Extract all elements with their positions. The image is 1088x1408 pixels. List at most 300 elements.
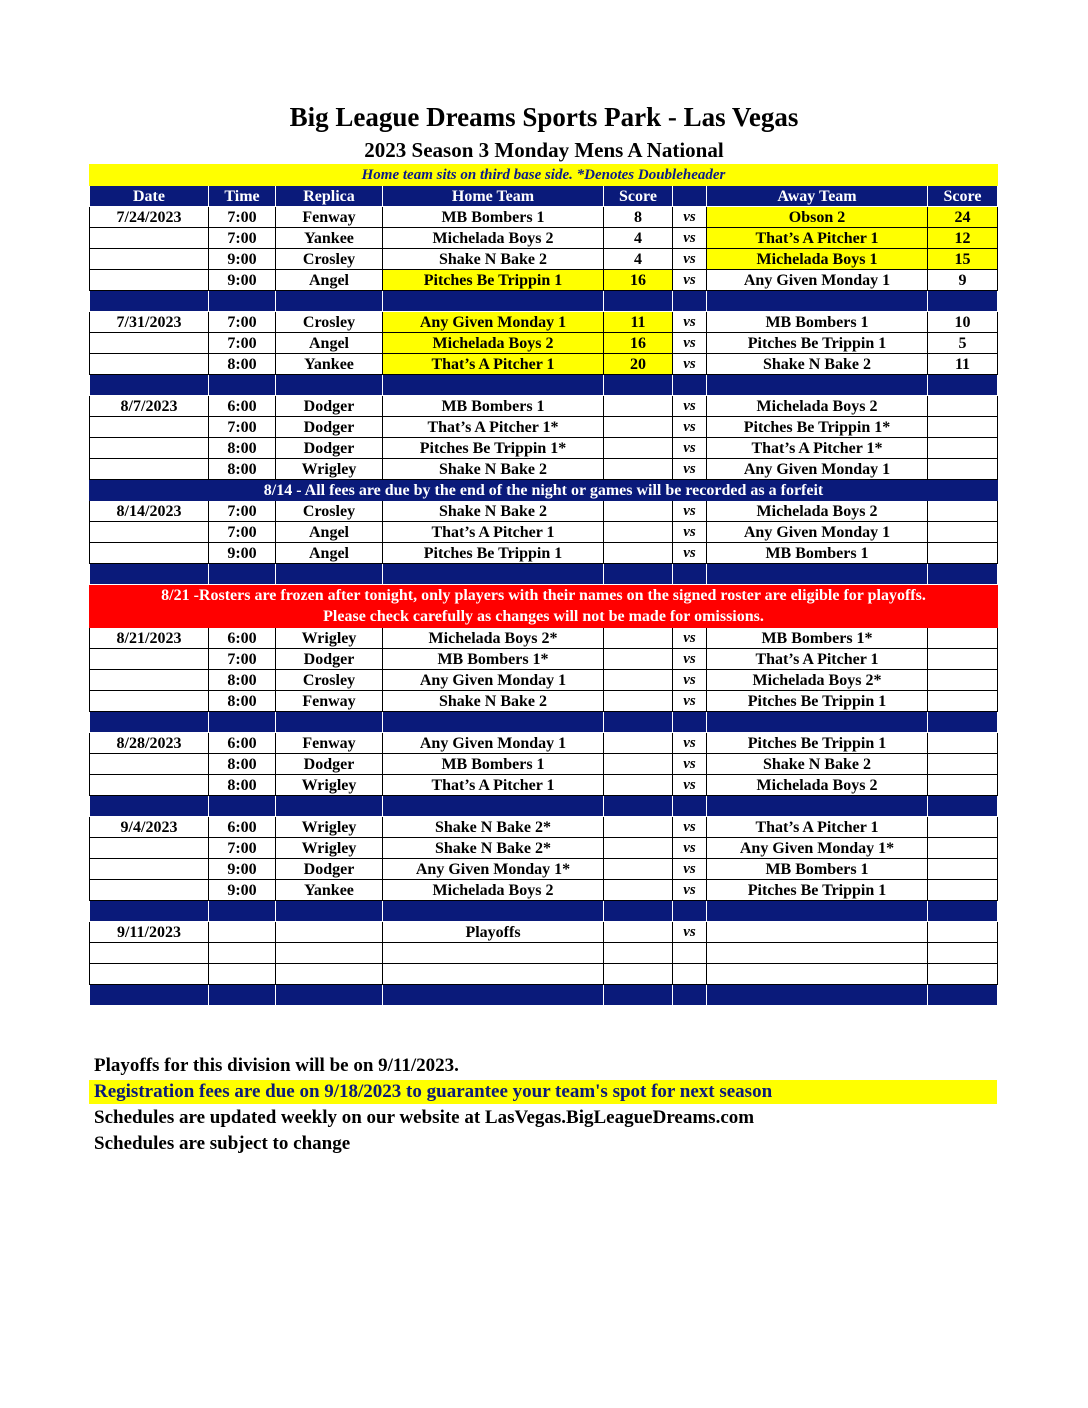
separator-cell	[673, 291, 707, 312]
separator-cell	[604, 375, 673, 396]
doubleheader-note: Home team sits on third base side. *Denotes Doubleheader	[90, 165, 998, 186]
separator-cell	[276, 796, 383, 817]
home-score: 20	[604, 354, 673, 375]
away-team: MB Bombers 1	[707, 543, 928, 564]
separator-cell	[673, 796, 707, 817]
vs-label: vs	[673, 543, 707, 564]
game-replica-field: Fenway	[276, 207, 383, 228]
separator-cell	[383, 985, 604, 1006]
separator-cell	[276, 985, 383, 1006]
vs-label: vs	[673, 522, 707, 543]
game-date: 8/28/2023	[90, 733, 209, 754]
home-score	[604, 396, 673, 417]
week-separator-row	[90, 901, 998, 922]
home-team: Michelada Boys 2*	[383, 628, 604, 649]
game-replica-field: Yankee	[276, 880, 383, 901]
game-time: 9:00	[209, 880, 276, 901]
empty-row	[90, 943, 998, 964]
vs-label: vs	[673, 670, 707, 691]
game-date	[90, 438, 209, 459]
away-team: Pitches Be Trippin 1	[707, 733, 928, 754]
separator-cell	[209, 901, 276, 922]
separator-cell	[928, 564, 998, 585]
away-team: That’s A Pitcher 1	[707, 817, 928, 838]
game-row	[90, 459, 998, 480]
game-row	[90, 649, 998, 670]
separator-cell	[604, 985, 673, 1006]
separator-cell	[604, 291, 673, 312]
separator-cell	[209, 375, 276, 396]
game-time: 6:00	[209, 733, 276, 754]
week-separator-row	[90, 291, 998, 312]
separator-cell	[90, 901, 209, 922]
home-team: MB Bombers 1	[383, 207, 604, 228]
home-team: Any Given Monday 1*	[383, 859, 604, 880]
game-replica-field: Crosley	[276, 249, 383, 270]
game-replica-field: Wrigley	[276, 838, 383, 859]
away-team: Pitches Be Trippin 1	[707, 333, 928, 354]
game-time: 7:00	[209, 207, 276, 228]
game-time: 9:00	[209, 543, 276, 564]
game-time: 8:00	[209, 754, 276, 775]
empty-cell	[707, 964, 928, 985]
away-score: 10	[928, 312, 998, 333]
game-row	[90, 838, 998, 859]
home-team: Michelada Boys 2	[383, 228, 604, 249]
home-score	[604, 649, 673, 670]
empty-cell	[90, 943, 209, 964]
vs-label: vs	[673, 817, 707, 838]
home-score	[604, 880, 673, 901]
home-score: 4	[604, 228, 673, 249]
separator-cell	[276, 564, 383, 585]
away-score	[928, 754, 998, 775]
game-replica-field: Yankee	[276, 228, 383, 249]
separator-cell	[90, 712, 209, 733]
game-date	[90, 880, 209, 901]
away-team: Shake N Bake 2	[707, 354, 928, 375]
game-replica-field: Yankee	[276, 354, 383, 375]
game-row	[90, 775, 998, 796]
separator-cell	[928, 291, 998, 312]
away-score	[928, 670, 998, 691]
home-team: Shake N Bake 2	[383, 249, 604, 270]
separator-cell	[383, 291, 604, 312]
separator-cell	[90, 985, 209, 1006]
game-date	[90, 859, 209, 880]
home-score	[604, 733, 673, 754]
game-replica-field: Dodger	[276, 649, 383, 670]
game-date	[90, 838, 209, 859]
game-date	[90, 249, 209, 270]
home-score	[604, 438, 673, 459]
away-score	[928, 838, 998, 859]
game-time: 7:00	[209, 228, 276, 249]
separator-cell	[604, 564, 673, 585]
away-team: MB Bombers 1*	[707, 628, 928, 649]
game-time: 8:00	[209, 354, 276, 375]
separator-cell	[209, 564, 276, 585]
vs-label: vs	[673, 396, 707, 417]
home-team: MB Bombers 1	[383, 754, 604, 775]
vs-label: vs	[673, 438, 707, 459]
column-header-row	[90, 186, 998, 207]
away-team: Any Given Monday 1	[707, 270, 928, 291]
registration-note: Registration fees are due on 9/18/2023 to guarantee your team's spot for next season	[89, 1080, 997, 1104]
game-row	[90, 249, 998, 270]
game-replica-field	[276, 922, 383, 943]
game-row	[90, 922, 998, 943]
home-score: 4	[604, 249, 673, 270]
game-date	[90, 649, 209, 670]
separator-cell	[928, 712, 998, 733]
away-team: Any Given Monday 1*	[707, 838, 928, 859]
away-team: Pitches Be Trippin 1	[707, 691, 928, 712]
week-separator-row	[90, 796, 998, 817]
away-score	[928, 417, 998, 438]
game-replica-field: Dodger	[276, 417, 383, 438]
home-team: Shake N Bake 2*	[383, 817, 604, 838]
game-replica-field: Fenway	[276, 733, 383, 754]
col-header-replica: Replica	[276, 186, 383, 207]
game-date: 9/4/2023	[90, 817, 209, 838]
separator-cell	[707, 901, 928, 922]
empty-cell	[604, 943, 673, 964]
home-team: Shake N Bake 2*	[383, 838, 604, 859]
separator-cell	[928, 985, 998, 1006]
game-row	[90, 354, 998, 375]
home-team: Michelada Boys 2	[383, 880, 604, 901]
home-team: Pitches Be Trippin 1*	[383, 438, 604, 459]
away-score	[928, 775, 998, 796]
home-team: Pitches Be Trippin 1	[383, 270, 604, 291]
game-time: 8:00	[209, 459, 276, 480]
home-score	[604, 522, 673, 543]
home-team: That’s A Pitcher 1	[383, 522, 604, 543]
home-score	[604, 543, 673, 564]
home-score	[604, 838, 673, 859]
home-score	[604, 417, 673, 438]
separator-cell	[673, 985, 707, 1006]
game-date	[90, 333, 209, 354]
col-header-date: Date	[90, 186, 209, 207]
game-replica-field: Wrigley	[276, 817, 383, 838]
away-score	[928, 438, 998, 459]
game-date	[90, 417, 209, 438]
vs-label: vs	[673, 228, 707, 249]
vs-label: vs	[673, 207, 707, 228]
col-header-away-team: Away Team	[707, 186, 928, 207]
vs-label: vs	[673, 754, 707, 775]
separator-cell	[209, 712, 276, 733]
game-replica-field: Wrigley	[276, 459, 383, 480]
home-score	[604, 859, 673, 880]
game-date	[90, 354, 209, 375]
separator-cell	[209, 985, 276, 1006]
vs-label: vs	[673, 628, 707, 649]
game-time: 6:00	[209, 396, 276, 417]
empty-cell	[209, 943, 276, 964]
separator-cell	[383, 564, 604, 585]
away-team: MB Bombers 1	[707, 312, 928, 333]
game-time: 8:00	[209, 691, 276, 712]
game-time: 8:00	[209, 670, 276, 691]
away-team: Michelada Boys 2	[707, 775, 928, 796]
game-row	[90, 880, 998, 901]
away-score: 9	[928, 270, 998, 291]
separator-cell	[673, 375, 707, 396]
away-score	[928, 733, 998, 754]
page-title: Big League Dreams Sports Park - Las Vegas	[289, 102, 799, 132]
away-score	[928, 396, 998, 417]
away-score	[928, 922, 998, 943]
away-team: Any Given Monday 1	[707, 459, 928, 480]
home-team: Shake N Bake 2	[383, 501, 604, 522]
separator-cell	[673, 901, 707, 922]
away-team: Obson 2	[707, 207, 928, 228]
separator-cell	[604, 796, 673, 817]
home-score	[604, 501, 673, 522]
home-score	[604, 922, 673, 943]
game-date: 7/24/2023	[90, 207, 209, 228]
game-date: 8/7/2023	[90, 396, 209, 417]
game-row	[90, 312, 998, 333]
game-time	[209, 922, 276, 943]
vs-label: vs	[673, 838, 707, 859]
game-row	[90, 754, 998, 775]
empty-cell	[209, 964, 276, 985]
game-row	[90, 670, 998, 691]
empty-row	[90, 964, 998, 985]
empty-cell	[928, 943, 998, 964]
vs-label: vs	[673, 501, 707, 522]
game-replica-field: Angel	[276, 333, 383, 354]
week-separator-row	[90, 985, 998, 1006]
game-date	[90, 754, 209, 775]
separator-cell	[90, 291, 209, 312]
playoffs-note: Playoffs for this division will be on 9/11/2023.	[94, 1055, 459, 1076]
vs-label: vs	[673, 354, 707, 375]
empty-cell	[928, 964, 998, 985]
vs-label: vs	[673, 459, 707, 480]
away-team	[707, 922, 928, 943]
game-date	[90, 459, 209, 480]
vs-label: vs	[673, 880, 707, 901]
separator-cell	[604, 901, 673, 922]
home-team: Any Given Monday 1	[383, 670, 604, 691]
separator-cell	[383, 375, 604, 396]
game-date: 8/14/2023	[90, 501, 209, 522]
game-date: 8/21/2023	[90, 628, 209, 649]
game-row	[90, 207, 998, 228]
away-score	[928, 649, 998, 670]
separator-cell	[276, 901, 383, 922]
game-replica-field: Dodger	[276, 859, 383, 880]
away-score	[928, 522, 998, 543]
separator-cell	[90, 564, 209, 585]
away-score	[928, 628, 998, 649]
game-row	[90, 859, 998, 880]
empty-cell	[276, 964, 383, 985]
week-separator-row	[90, 375, 998, 396]
game-replica-field: Dodger	[276, 754, 383, 775]
empty-cell	[707, 943, 928, 964]
separator-cell	[928, 901, 998, 922]
game-time: 9:00	[209, 249, 276, 270]
col-header-time: Time	[209, 186, 276, 207]
away-team: Pitches Be Trippin 1*	[707, 417, 928, 438]
game-replica-field: Angel	[276, 522, 383, 543]
away-score: 15	[928, 249, 998, 270]
separator-cell	[383, 712, 604, 733]
game-replica-field: Fenway	[276, 691, 383, 712]
game-row	[90, 396, 998, 417]
game-row	[90, 501, 998, 522]
separator-cell	[928, 796, 998, 817]
away-score	[928, 880, 998, 901]
home-score	[604, 670, 673, 691]
game-time: 7:00	[209, 417, 276, 438]
game-date	[90, 670, 209, 691]
separator-cell	[383, 901, 604, 922]
game-time: 8:00	[209, 775, 276, 796]
home-score	[604, 691, 673, 712]
separator-cell	[673, 564, 707, 585]
away-team: Any Given Monday 1	[707, 522, 928, 543]
away-score	[928, 543, 998, 564]
game-time: 6:00	[209, 628, 276, 649]
game-date	[90, 543, 209, 564]
game-replica-field: Crosley	[276, 312, 383, 333]
subject-to-change-note: Schedules are subject to change	[94, 1133, 351, 1154]
home-team: Pitches Be Trippin 1	[383, 543, 604, 564]
separator-cell	[673, 712, 707, 733]
game-date	[90, 691, 209, 712]
empty-cell	[383, 943, 604, 964]
away-score: 11	[928, 354, 998, 375]
home-score	[604, 628, 673, 649]
vs-label: vs	[673, 691, 707, 712]
game-row	[90, 543, 998, 564]
away-score: 24	[928, 207, 998, 228]
fees-notice-row	[90, 480, 998, 501]
home-team: Any Given Monday 1	[383, 312, 604, 333]
home-score: 8	[604, 207, 673, 228]
game-time: 7:00	[209, 649, 276, 670]
game-time: 7:00	[209, 333, 276, 354]
col-header-away-score: Score	[928, 186, 998, 207]
empty-cell	[383, 964, 604, 985]
game-replica-field: Crosley	[276, 670, 383, 691]
away-team: MB Bombers 1	[707, 859, 928, 880]
game-time: 7:00	[209, 312, 276, 333]
roster-alert-line-2: Please check carefully as changes will not be made for omissions.	[323, 608, 764, 625]
away-team: Pitches Be Trippin 1	[707, 880, 928, 901]
game-time: 9:00	[209, 270, 276, 291]
separator-cell	[928, 375, 998, 396]
vs-label: vs	[673, 417, 707, 438]
empty-cell	[90, 964, 209, 985]
home-team: MB Bombers 1*	[383, 649, 604, 670]
empty-cell	[604, 964, 673, 985]
week-separator-row	[90, 712, 998, 733]
separator-cell	[276, 291, 383, 312]
game-row	[90, 228, 998, 249]
fees-notice: 8/14 - All fees are due by the end of the night or games will be recorded as a forfeit	[90, 480, 998, 501]
home-score: 16	[604, 270, 673, 291]
game-replica-field: Crosley	[276, 501, 383, 522]
away-score	[928, 501, 998, 522]
away-team: That’s A Pitcher 1*	[707, 438, 928, 459]
game-time: 9:00	[209, 859, 276, 880]
home-team: Any Given Monday 1	[383, 733, 604, 754]
schedule-table	[89, 164, 998, 1006]
away-score	[928, 691, 998, 712]
game-date	[90, 228, 209, 249]
away-score: 12	[928, 228, 998, 249]
away-team: Michelada Boys 2*	[707, 670, 928, 691]
separator-cell	[209, 291, 276, 312]
separator-cell	[90, 375, 209, 396]
separator-cell	[276, 712, 383, 733]
game-replica-field: Angel	[276, 543, 383, 564]
away-score	[928, 859, 998, 880]
game-time: 7:00	[209, 522, 276, 543]
vs-label: vs	[673, 312, 707, 333]
separator-cell	[276, 375, 383, 396]
home-team: That’s A Pitcher 1	[383, 354, 604, 375]
home-team: That’s A Pitcher 1*	[383, 417, 604, 438]
website-note: Schedules are updated weekly on our website at LasVegas.BigLeagueDreams.com	[94, 1107, 755, 1128]
roster-alert-line-1: 8/21 -Rosters are frozen after tonight, only players with their names on the signed roster are eligible for playoffs.	[161, 587, 926, 604]
separator-cell	[90, 796, 209, 817]
week-separator-row	[90, 564, 998, 585]
game-date	[90, 775, 209, 796]
roster-alert	[90, 585, 998, 628]
separator-cell	[707, 712, 928, 733]
home-score: 16	[604, 333, 673, 354]
home-team: That’s A Pitcher 1	[383, 775, 604, 796]
separator-cell	[707, 291, 928, 312]
away-score	[928, 459, 998, 480]
away-team: That’s A Pitcher 1	[707, 228, 928, 249]
empty-cell	[276, 943, 383, 964]
away-team: Shake N Bake 2	[707, 754, 928, 775]
roster-alert-row	[90, 585, 998, 628]
away-score	[928, 817, 998, 838]
game-time: 8:00	[209, 438, 276, 459]
game-row	[90, 522, 998, 543]
vs-label: vs	[673, 649, 707, 670]
game-time: 7:00	[209, 838, 276, 859]
vs-label: vs	[673, 859, 707, 880]
game-row	[90, 333, 998, 354]
col-header-home-team: Home Team	[383, 186, 604, 207]
game-date	[90, 522, 209, 543]
away-team: Michelada Boys 2	[707, 396, 928, 417]
empty-cell	[673, 943, 707, 964]
away-score: 5	[928, 333, 998, 354]
home-team: Playoffs	[383, 922, 604, 943]
doubleheader-note-row	[90, 165, 998, 186]
away-team: Michelada Boys 1	[707, 249, 928, 270]
game-row	[90, 628, 998, 649]
home-score	[604, 754, 673, 775]
col-header-home-score: Score	[604, 186, 673, 207]
game-date: 7/31/2023	[90, 312, 209, 333]
col-header-vs	[673, 186, 707, 207]
separator-cell	[707, 375, 928, 396]
